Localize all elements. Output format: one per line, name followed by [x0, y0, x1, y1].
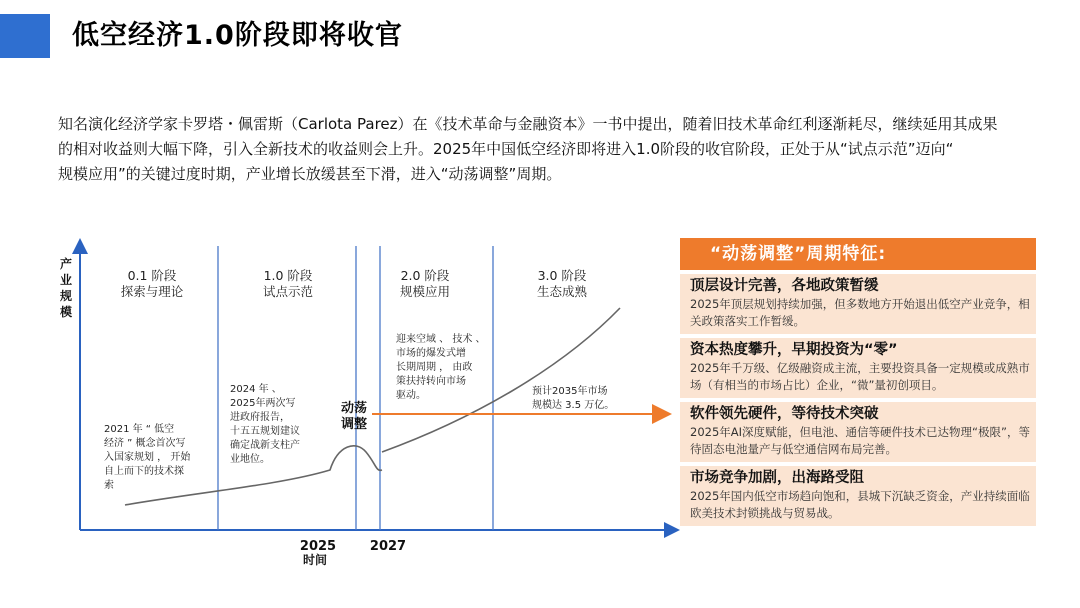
card-desc: 2025年国内低空市场趋向饱和，县城下沉缺乏资金，产业持续面临欧美技术封锁挑战与贸易战。 [690, 489, 1030, 520]
phase-label: 动荡 [340, 401, 368, 416]
stage-desc: 试点示范 [262, 284, 314, 299]
svg-text:2025年两次写: 2025年两次写 [230, 398, 296, 409]
panel-header: “动荡调整”周期特征: [680, 238, 1036, 270]
svg-text:规模达 3.5 万亿。: 规模达 3.5 万亿。 [532, 400, 615, 411]
svg-text:业地位。: 业地位。 [230, 454, 270, 465]
svg-text:迎来空域 、 技术 、: 迎来空域 、 技术 、 [396, 334, 486, 345]
svg-text:长期周期 ， 由政: 长期周期 ， 由政 [396, 362, 473, 373]
stage-desc: 探索与理论 [120, 284, 184, 299]
feature-card [680, 338, 1036, 398]
stage-name: 3.0 阶段 [537, 268, 587, 283]
stage-desc: 规模应用 [399, 284, 451, 299]
card-title: 资本热度攀升，早期投资为“零” [690, 342, 898, 358]
y-axis-label-char: 规 [60, 289, 73, 303]
svg-text:预计2035年市场: 预计2035年市场 [532, 386, 608, 397]
feature-card [680, 402, 1036, 462]
svg-text:市场的爆发式增: 市场的爆发式增 [396, 348, 466, 359]
card-title: 顶层设计完善，各地政策暂缓 [690, 278, 879, 294]
svg-text:自上而下的技术探: 自上而下的技术探 [104, 466, 184, 477]
note-2024 [230, 382, 300, 465]
y-axis-label-char: 模 [60, 305, 73, 319]
feature-card [680, 466, 1036, 526]
stage-name: 0.1 阶段 [127, 268, 177, 283]
y-axis-label-char: 产 [60, 257, 73, 271]
x-tick-label: 2027 [369, 539, 407, 554]
characteristics-panel [680, 238, 1036, 526]
svg-text:进政府报告，: 进政府报告， [230, 412, 290, 423]
stage-desc: 生态成熟 [536, 284, 588, 299]
intro-line: 规模应用”的关键过度时期，产业增长放缓甚至下滑，进入“动荡调整”周期。 [58, 165, 562, 183]
svg-text:2021 年 “ 低空: 2021 年 “ 低空 [104, 424, 175, 435]
svg-text:策扶持转向市场: 策扶持转向市场 [396, 376, 466, 387]
x-axis-label: 时间 [302, 553, 328, 567]
svg-text:经济 ” 概念首次写: 经济 ” 概念首次写 [104, 438, 186, 449]
intro-line: 的相对收益则大幅下降，引入全新技术的收益则会上升。2025年中国低空经济即将进入1.0阶段的收官阶段，正处于从“试点示范”迈向“ [58, 140, 954, 158]
card-desc: 2025年顶层规划持续加强，但多数地方开始退出低空产业竞争，相关政策落实工作暂缓。 [690, 297, 1030, 328]
svg-text:索: 索 [104, 480, 114, 491]
card-desc: 2025年千万级、亿级融资成主流，主要投资具备一定规模或成熟市场（有相当的市场占比）企业，“微”量初创项目。 [690, 361, 1030, 392]
stage-name: 1.0 阶段 [263, 268, 313, 283]
feature-card [680, 274, 1036, 334]
svg-text:入国家规划 ， 开始: 入国家规划 ， 开始 [104, 452, 191, 463]
note-2021 [104, 422, 191, 491]
intro-line: 知名演化经济学家卡罗塔・佩雷斯（Carlota Parez）在《技术革命与金融资本》一书中提出，随着旧技术革命红利逐渐耗尽，继续延用其成果 [58, 115, 998, 133]
svg-text:2024 年 、: 2024 年 、 [230, 384, 282, 395]
card-title: 市场竞争加剧，出海路受阻 [690, 470, 864, 486]
card-desc: 2025年AI深度赋能，但电池、通信等硬件技术已达物理“极限”，等待固态电池量产与低空通信网布局完善。 [690, 425, 1030, 456]
phase-label: 调整 [340, 417, 368, 432]
x-tick-label: 2025 [299, 539, 337, 554]
note-2027 [396, 332, 486, 401]
stage-name: 2.0 阶段 [400, 268, 450, 283]
card-title: 软件领先硬件，等待技术突破 [690, 406, 879, 422]
svg-text:确定战新支柱产: 确定战新支柱产 [230, 440, 300, 451]
note-2035 [532, 384, 614, 411]
y-axis-label-char: 业 [60, 273, 73, 287]
svg-text:驱动。: 驱动。 [396, 390, 426, 401]
svg-text:十五五规划建议: 十五五规划建议 [230, 426, 300, 437]
page-title: 低空经济1.0阶段即将收官 [72, 20, 403, 51]
